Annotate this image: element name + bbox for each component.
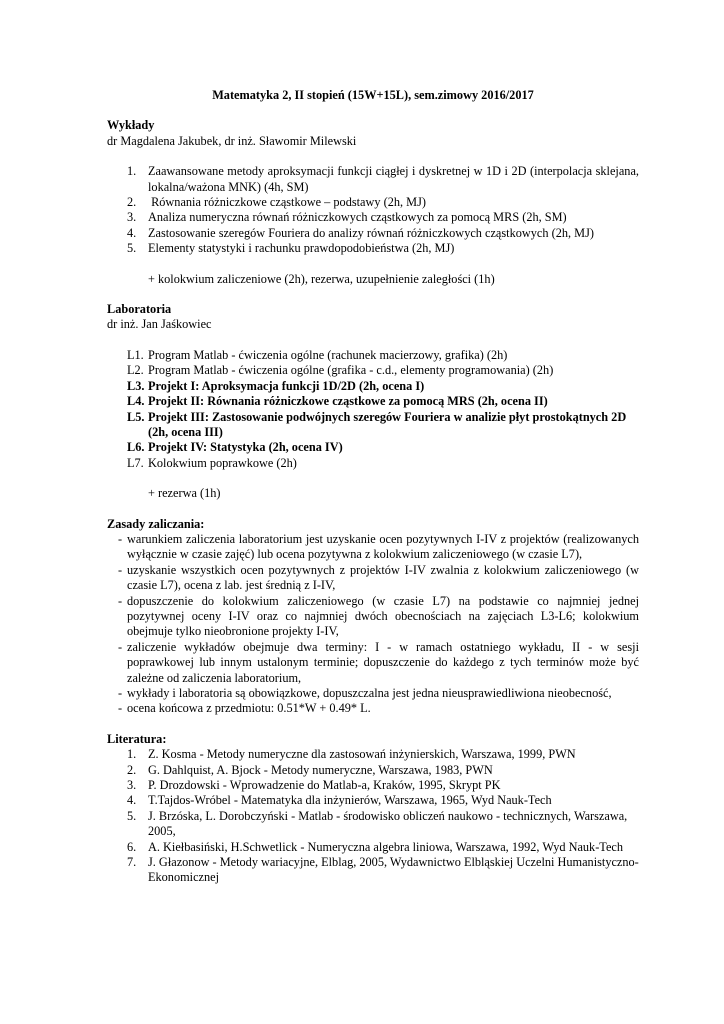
dash-marker: - xyxy=(118,701,123,716)
item-text: Projekt I: Aproksymacja funkcji 1D/2D (2h, ocena I) xyxy=(148,378,425,393)
list-item xyxy=(107,410,639,441)
item-text: A. Kiełbasiński, H.Schwetlick - Numeryczna algebra liniowa, Warszawa, 1992, Wyd Nauk-Tech xyxy=(148,839,624,854)
list-item xyxy=(107,210,639,225)
list-item xyxy=(107,563,639,594)
document-page xyxy=(107,88,639,886)
list-item xyxy=(107,394,639,409)
list-item xyxy=(107,440,639,455)
literature-list xyxy=(107,747,639,886)
item-text: Projekt IV: Statystyka (2h, ocena IV) xyxy=(148,440,343,455)
list-item xyxy=(107,164,639,195)
lectures-extra: + kolokwium zaliczeniowe (2h), rezerwa, uzupełnienie zaległości (1h) xyxy=(148,271,495,286)
item-number: L2. xyxy=(127,363,144,378)
item-number: 7. xyxy=(127,855,137,870)
list-item xyxy=(107,793,639,808)
item-number: 2. xyxy=(127,195,137,210)
list-item xyxy=(107,747,639,762)
item-text: Program Matlab - ćwiczenia ogólne (rachunek macierzowy, grafika) (2h) xyxy=(148,347,508,362)
list-item xyxy=(107,840,639,855)
dash-marker: - xyxy=(118,639,123,654)
list-item xyxy=(107,241,639,256)
item-text: Elementy statystyki i rachunku prawdopodobieństwa (2h, MJ) xyxy=(148,241,455,256)
item-number: 5. xyxy=(127,241,137,256)
lectures-heading: Wykłady xyxy=(107,118,155,133)
item-text: Program Matlab - ćwiczenia ogólne (grafika - c.d., elementy programowania) (2h) xyxy=(148,363,554,378)
item-text: Równania różniczkowe cząstkowe – podstawy (2h, MJ) xyxy=(148,195,426,210)
item-number: 3. xyxy=(127,778,137,793)
item-text: warunkiem zaliczenia laboratorium jest uzyskanie ocen pozytywnych I-IV z projektów (realizowanych wyłącznie w czasie zajęć) lub ocena pozytywna z kolokwium zaliczeniowego (w czasie L7), xyxy=(127,531,639,562)
rules-heading: Zasady zaliczania: xyxy=(107,516,205,531)
item-number: L1. xyxy=(127,347,144,362)
item-number: 4. xyxy=(127,793,137,808)
item-number: 3. xyxy=(127,210,137,225)
item-text: Projekt III: Zastosowanie podwójnych szeregów Fouriera w analizie płyt prostokątnych 2D (2h, ocena III) xyxy=(148,409,627,439)
list-item xyxy=(107,363,639,378)
list-item xyxy=(107,456,639,471)
list-item xyxy=(107,195,639,210)
item-text: Kolokwium poprawkowe (2h) xyxy=(148,455,297,470)
list-item xyxy=(107,855,639,886)
item-number: L5. xyxy=(127,409,145,424)
item-text: J. Brzóska, L. Dorobczyński - Matlab - środowisko obliczeń naukowo - technicznych, Warszawa, 2005, xyxy=(148,808,628,839)
list-item xyxy=(107,809,639,840)
item-text: Z. Kosma - Metody numeryczne dla zastosowań inżynierskich, Warszawa, 1999, PWN xyxy=(148,747,576,762)
list-item xyxy=(107,532,639,563)
item-number: 1. xyxy=(127,747,137,762)
item-number: L3. xyxy=(127,378,145,393)
labs-extra: + rezerwa (1h) xyxy=(148,486,221,501)
item-number: L6. xyxy=(127,440,145,455)
item-number: 1. xyxy=(127,164,137,179)
item-text: J. Głazonow - Metody wariacyjne, Elblag, 2005, Wydawnictwo Elbląskiej Uczelni Humanistyczno-Ekonomicznej xyxy=(148,855,639,885)
item-text: T.Tajdos-Wróbel - Matematyka dla inżynierów, Warszawa, 1965, Wyd Nauk-Tech xyxy=(148,793,552,808)
item-number: 2. xyxy=(127,762,137,777)
item-text: zaliczenie wykładów obejmuje dwa terminy: I - w ramach ostatniego wykładu, II - w sesji poprawkowej lub innym ustalonym terminie; dopuszczenie do każdego z tych terminów może być zależne od zaliczenia laboratorium, xyxy=(127,639,639,685)
list-item xyxy=(107,379,639,394)
item-text: G. Dahlquist, A. Bjock - Metody numeryczne, Warszawa, 1983, PWN xyxy=(148,762,493,777)
item-number: L4. xyxy=(127,394,145,409)
list-item xyxy=(107,226,639,241)
list-item xyxy=(107,594,639,640)
rules-list xyxy=(107,532,639,717)
list-item xyxy=(107,701,639,716)
list-item xyxy=(107,348,639,363)
item-text: ocena końcowa z przedmiotu: 0.51*W + 0.49* L. xyxy=(127,701,371,716)
dash-marker: - xyxy=(118,531,123,546)
item-number: L7. xyxy=(127,455,144,470)
dash-marker: - xyxy=(118,686,123,700)
item-text: P. Drozdowski - Wprowadzenie do Matlab-a, Kraków, 1995, Skrypt PK xyxy=(148,778,501,793)
list-item xyxy=(107,640,639,686)
item-text: wykłady i laboratoria są obowiązkowe, dopuszczalna jest jedna nieusprawiedliwiona nieobecność, xyxy=(127,686,612,700)
item-number: 5. xyxy=(127,808,137,823)
dash-marker: - xyxy=(118,562,123,577)
lectures-list xyxy=(107,164,639,256)
labs-heading: Laboratoria xyxy=(107,302,172,317)
dash-marker: - xyxy=(118,593,123,608)
item-number: 4. xyxy=(127,225,137,240)
item-text: Zaawansowane metody aproksymacji funkcji ciągłej i dyskretnej w 1D i 2D (interpolacja sklejana, lokalna/ważona MNK) (4h, SM) xyxy=(148,164,639,194)
list-item xyxy=(107,778,639,793)
item-text: dopuszczenie do kolokwium zaliczeniowego (w czasie L7) na podstawie co najmniej jednej pozytywnej oceny I-IV oraz co najmniej dwóch obecnościach na zajęciach L3-L6; kolokwium obejmuje tylko nieobronione projekty I-IV, xyxy=(127,593,639,639)
lectures-lecturers: dr Magdalena Jakubek, dr inż. Sławomir Milewski xyxy=(107,133,357,148)
document-title: Matematyka 2, II stopień (15W+15L), sem.zimowy 2016/2017 xyxy=(212,88,534,102)
item-text: Analiza numeryczna równań różniczkowych cząstkowych za pomocą MRS (2h, SM) xyxy=(148,210,567,225)
list-item xyxy=(107,763,639,778)
labs-list xyxy=(107,348,639,471)
item-text: Zastosowanie szeregów Fouriera do analizy równań różniczkowych cząstkowych (2h, MJ) xyxy=(148,225,594,240)
item-text: uzyskanie wszystkich ocen pozytywnych z projektów I-IV zwalnia z kolokwium zaliczeniowego (w czasie L7), ocena z lab. jest średnią z I-IV, xyxy=(127,562,639,593)
literature-heading: Literatura: xyxy=(107,731,167,746)
item-text: Projekt II: Równania różniczkowe cząstkowe za pomocą MRS (2h, ocena II) xyxy=(148,394,548,409)
list-item xyxy=(107,686,639,701)
labs-lecturer: dr inż. Jan Jaśkowiec xyxy=(107,317,212,332)
item-number: 6. xyxy=(127,839,137,854)
